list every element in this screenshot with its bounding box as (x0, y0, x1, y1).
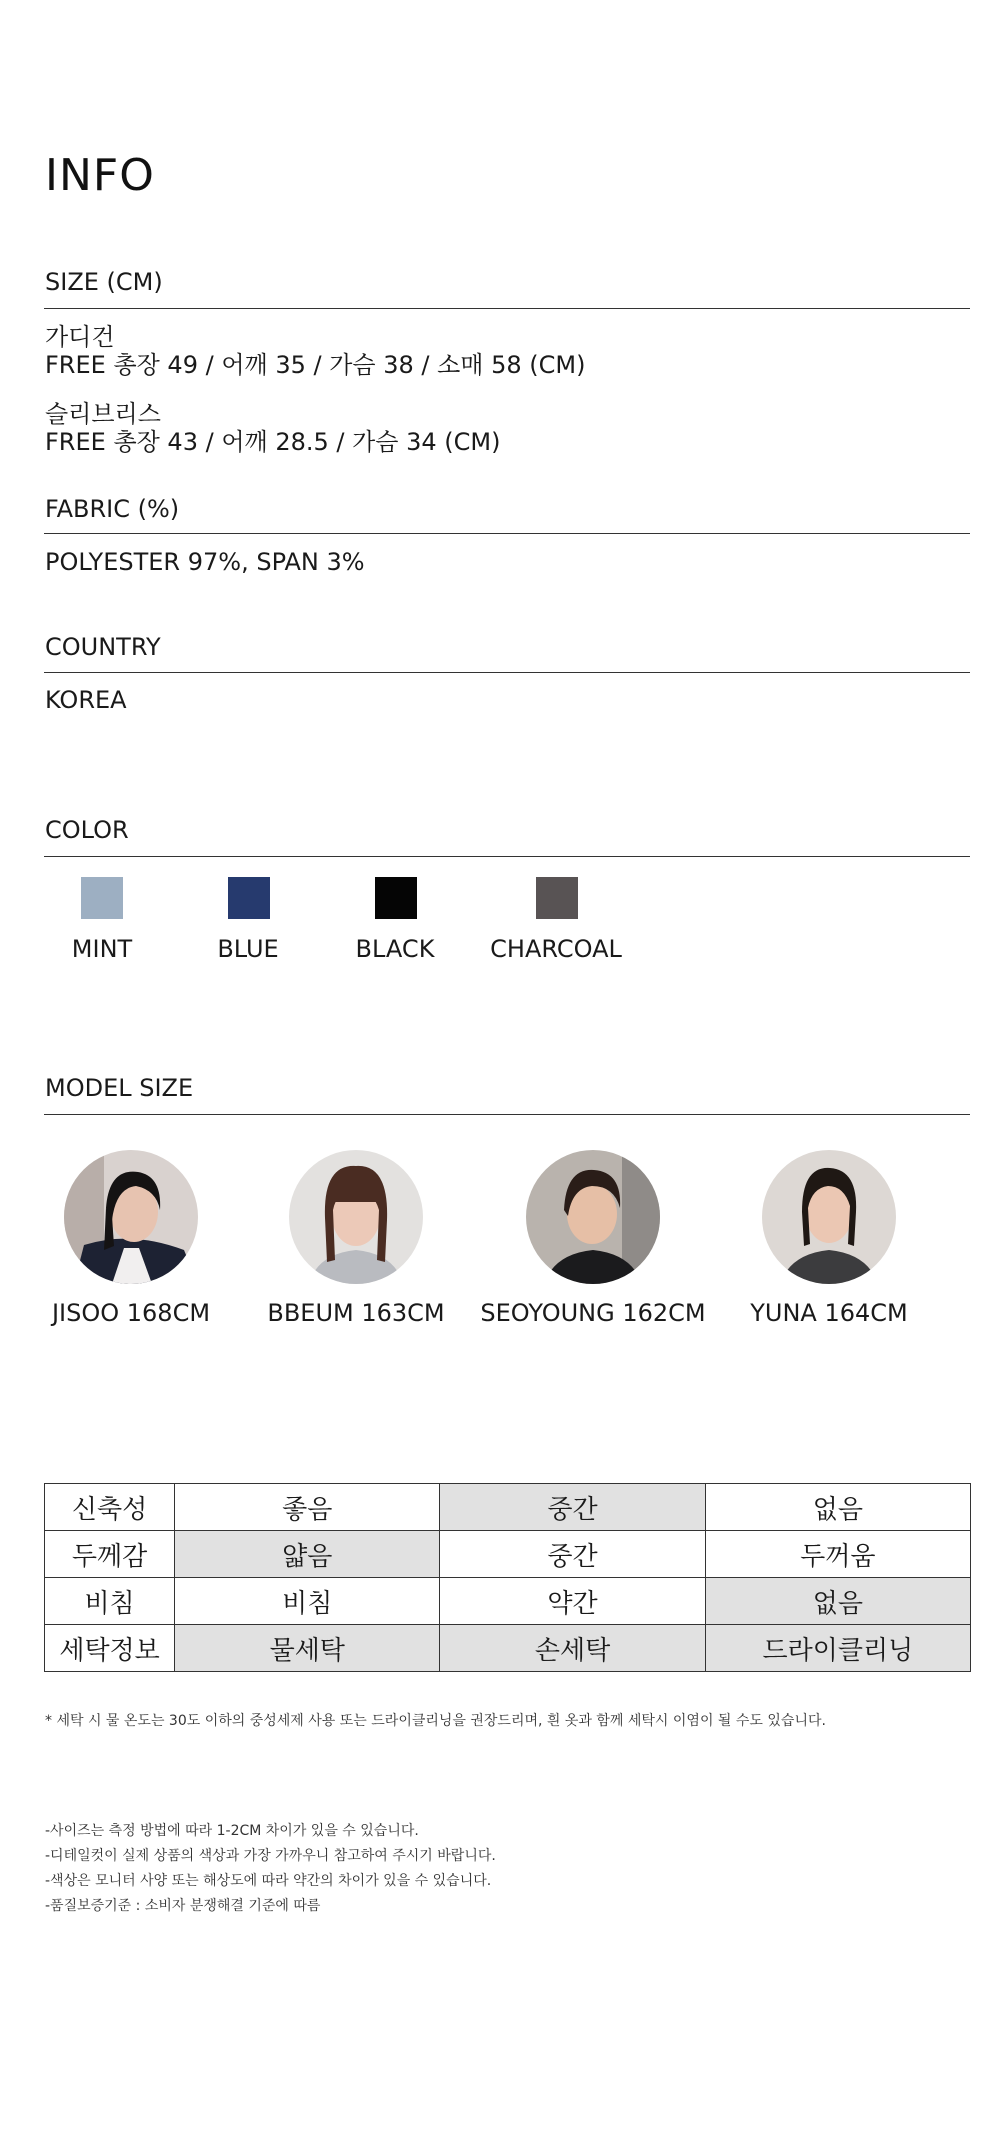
model-label-yuna: YUNA 164CM (750, 1299, 908, 1327)
property-key: 세탁정보 (45, 1625, 175, 1672)
model-label-seoyoung: SEOYOUNG 162CM (480, 1299, 706, 1327)
color-divider (44, 856, 970, 857)
property-value: 약간 (440, 1578, 705, 1625)
property-value: 비침 (175, 1578, 440, 1625)
color-label-black: BLACK (355, 935, 435, 963)
property-table (44, 1483, 971, 1672)
table-row (45, 1578, 971, 1625)
property-value: 중간 (440, 1484, 705, 1531)
wash-note: * 세탁 시 물 온도는 30도 이하의 중성세제 사용 또는 드라이클리닝을 권장드리며, 흰 옷과 함께 세탁시 이염이 될 수도 있습니다. (45, 1713, 826, 1729)
property-value: 좋음 (175, 1484, 440, 1531)
country-heading: COUNTRY (45, 633, 161, 661)
size-item-spec: FREE 총장 49 / 어깨 35 / 가슴 38 / 소매 58 (CM) (45, 351, 586, 379)
property-key: 신축성 (45, 1484, 175, 1531)
property-value: 없음 (705, 1484, 970, 1531)
color-label-blue: BLUE (217, 935, 279, 963)
note-line: -디테일컷이 실제 상품의 색상과 가장 가까우니 참고하여 주시기 바랍니다. (45, 1848, 496, 1864)
model-avatar-yuna (762, 1150, 896, 1284)
model-label-bbeum: BBEUM 163CM (267, 1299, 445, 1327)
note-line: -색상은 모니터 사양 또는 해상도에 따라 약간의 차이가 있을 수 있습니다. (45, 1873, 492, 1889)
color-swatch-charcoal[interactable] (536, 877, 578, 919)
color-heading: COLOR (45, 816, 129, 844)
size-item-spec: FREE 총장 43 / 어깨 28.5 / 가슴 34 (CM) (45, 428, 501, 456)
property-value: 없음 (705, 1578, 970, 1625)
property-value: 중간 (440, 1531, 705, 1578)
color-swatch-blue[interactable] (228, 877, 270, 919)
country-divider (44, 672, 970, 673)
property-value: 두꺼움 (705, 1531, 970, 1578)
size-item-name: 슬리브리스 (45, 400, 161, 428)
table-row (45, 1531, 971, 1578)
property-value: 물세탁 (175, 1625, 440, 1672)
page-title: INFO (45, 150, 155, 201)
table-row (45, 1625, 971, 1672)
fabric-value: POLYESTER 97%, SPAN 3% (45, 548, 365, 576)
size-divider (44, 308, 970, 309)
model-avatar-jisoo (64, 1150, 198, 1284)
fabric-heading: FABRIC (%) (45, 495, 180, 523)
note-line: -품질보증기준 : 소비자 분쟁해결 기준에 따름 (45, 1898, 321, 1914)
size-item-name: 가디건 (45, 323, 115, 351)
property-value: 손세탁 (440, 1625, 705, 1672)
fabric-divider (44, 533, 970, 534)
model-label-jisoo: JISOO 168CM (51, 1299, 211, 1327)
color-label-charcoal: CHARCOAL (490, 935, 622, 963)
property-value: 드라이클리닝 (705, 1625, 970, 1672)
table-row (45, 1484, 971, 1531)
model-heading: MODEL SIZE (45, 1074, 194, 1102)
color-swatch-mint[interactable] (81, 877, 123, 919)
model-avatar-bbeum (289, 1150, 423, 1284)
property-key: 두께감 (45, 1531, 175, 1578)
property-value: 얇음 (175, 1531, 440, 1578)
color-label-mint: MINT (71, 935, 133, 963)
model-avatar-seoyoung (526, 1150, 660, 1284)
model-divider (44, 1114, 970, 1115)
note-line: -사이즈는 측정 방법에 따라 1-2CM 차이가 있을 수 있습니다. (45, 1823, 419, 1839)
color-swatch-black[interactable] (375, 877, 417, 919)
property-key: 비침 (45, 1578, 175, 1625)
country-value: KOREA (45, 686, 127, 714)
size-heading: SIZE (CM) (45, 268, 163, 296)
